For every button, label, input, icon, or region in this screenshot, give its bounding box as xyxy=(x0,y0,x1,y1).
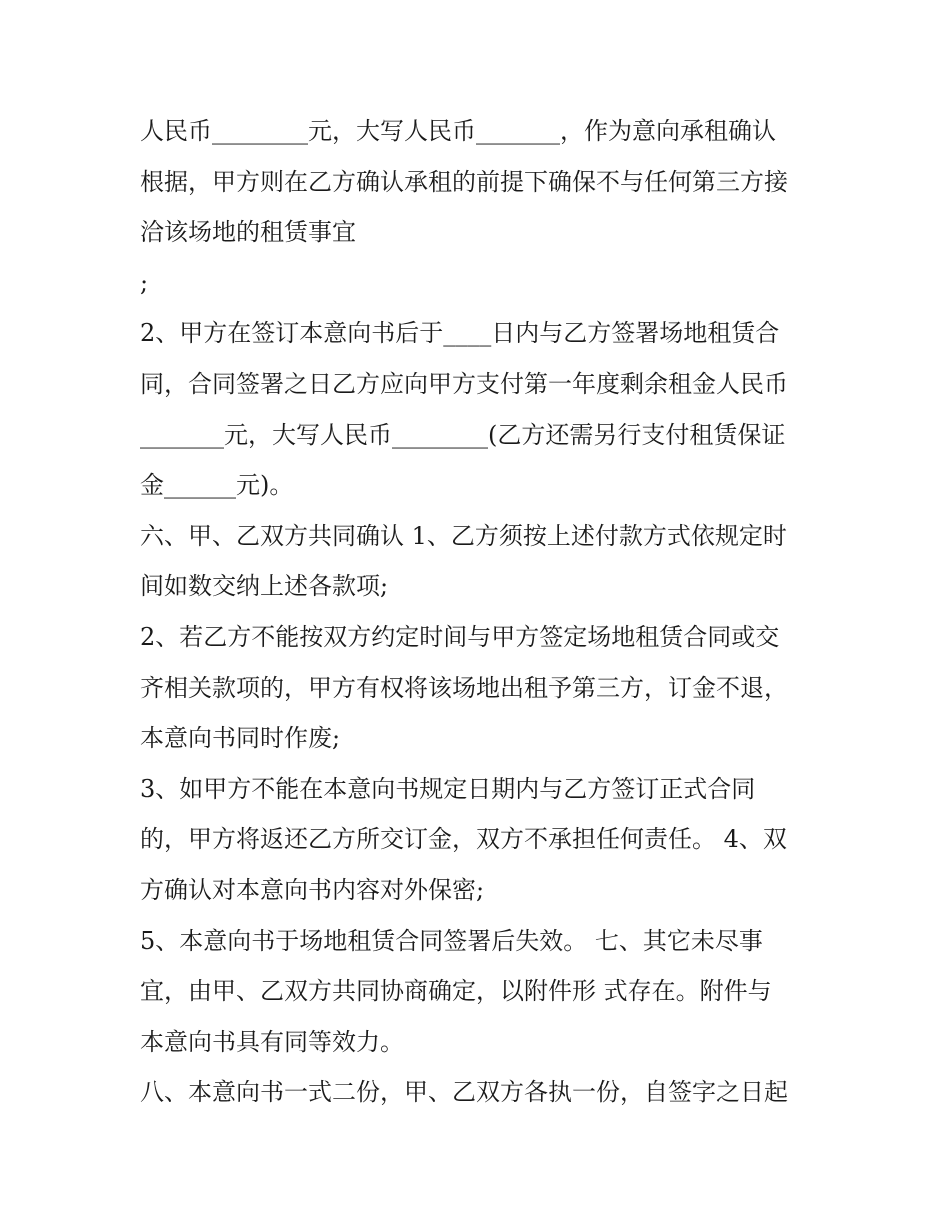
text-line: 方确认对本意向书内容对外保密; xyxy=(140,875,485,904)
text-line: 根据，甲方则在乙方确认承租的前提下确保不与任何第三方接 xyxy=(140,167,788,196)
text-line: 间如数交纳上述各款项; xyxy=(140,572,389,601)
text-line: 2、若乙方不能按双方约定时间与甲方签定场地租赁合同或交 xyxy=(140,622,780,651)
text-line: 金______元)。 xyxy=(140,471,294,500)
contract-text-body xyxy=(140,106,830,1118)
text-line: 本意向书同时作废; xyxy=(140,724,341,753)
text-line: 2、甲方在签订本意向书后于____日内与乙方签署场地租赁合 xyxy=(140,319,780,348)
text-line: 3、如甲方不能在本意向书规定日期内与乙方签订正式合同 xyxy=(140,774,756,803)
text-line: 八、本意向书一式二份，甲、乙双方各执一份，自签字之日起 xyxy=(140,1078,788,1107)
text-line: _______元，大写人民币________(乙方还需另行支付租赁保证 xyxy=(140,420,786,449)
text-line: 六、甲、乙双方共同确认 1、乙方须按上述付款方式依规定时 xyxy=(140,521,787,550)
text-line: 的，甲方将返还乙方所交订金，双方不承担任何责任。 4、双 xyxy=(140,825,787,854)
text-line: 同，合同签署之日乙方应向甲方支付第一年度剩余租金人民币 xyxy=(140,369,788,398)
text-line: 洽该场地的租赁事宜 xyxy=(140,218,356,247)
text-line: 本意向书具有同等效力。 xyxy=(140,1027,404,1056)
text-line: 齐相关款项的，甲方有权将该场地出租予第三方，订金不退， xyxy=(140,673,788,702)
text-line: 5、本意向书于场地租赁合同签署后失效。 七、其它未尽事 xyxy=(140,926,763,955)
text-line: ; xyxy=(140,268,149,297)
text-line: 人民币________元，大写人民币_______，作为意向承租确认 xyxy=(140,117,776,145)
text-line: 宜，由甲、乙双方共同协商确定，以附件形 式存在。附件与 xyxy=(140,977,772,1006)
